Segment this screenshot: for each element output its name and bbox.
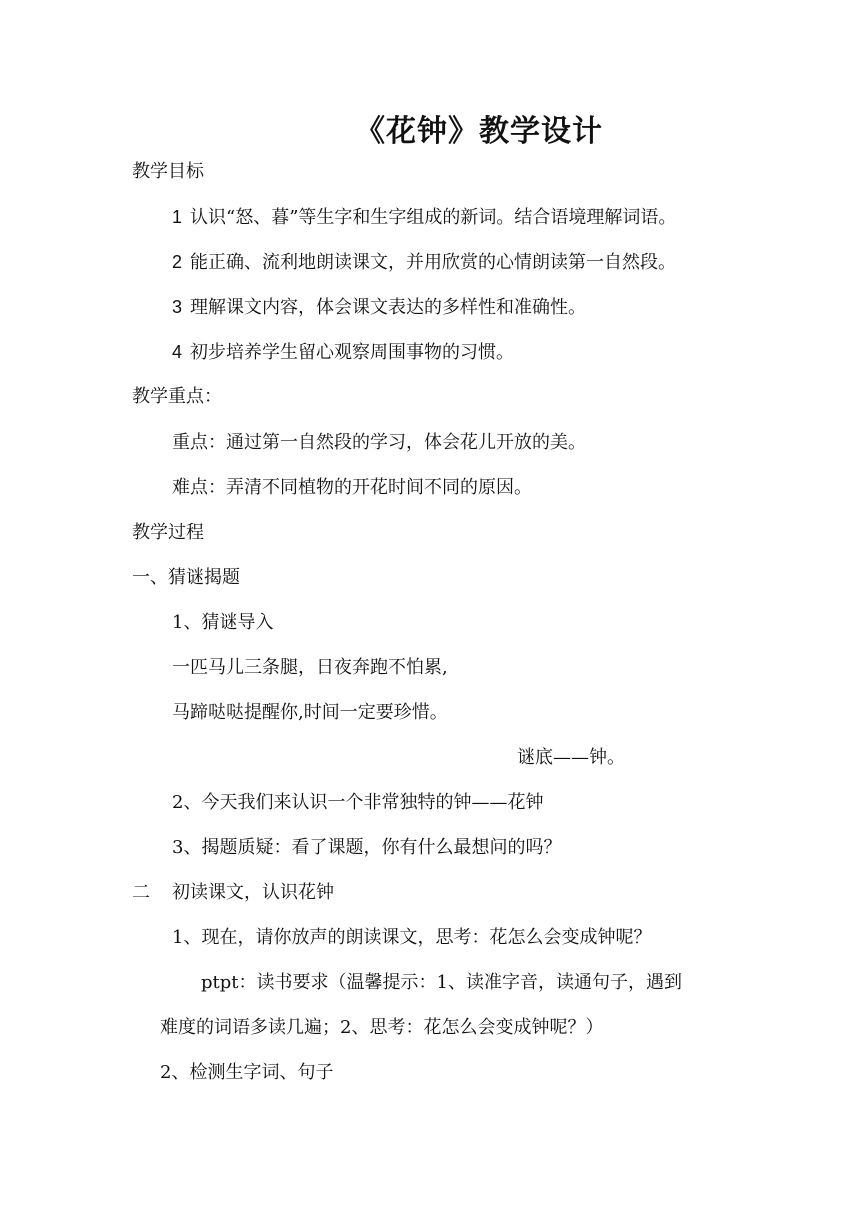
- objective-text: 理解课文内容，体会课文表达的多样性和准确性。: [190, 297, 587, 318]
- objective-item: [172, 205, 676, 230]
- objectives-heading: 教学目标: [132, 161, 204, 182]
- page-title: 《花钟》教学设计: [355, 114, 603, 149]
- objective-text: 认识“怒、暮”等生字和生字组成的新词。结合语境理解词语。: [190, 207, 677, 228]
- step-text: 2、检测生字词、句子: [160, 1062, 334, 1083]
- objective-text: 初步培养学生留心观察周围事物的习惯。: [190, 342, 515, 363]
- objective-number: 2: [172, 252, 183, 272]
- objective-number: 4: [172, 342, 183, 362]
- riddle-line: 一匹马儿三条腿，日夜奔跑不怕累,: [172, 657, 448, 678]
- step-text: 3、揭题质疑：看了课题，你有什么最想问的吗？: [172, 837, 562, 858]
- difficult-point-text: 难点：弄清不同植物的开花时间不同的原因。: [172, 477, 532, 498]
- objective-item: [172, 250, 676, 275]
- process-heading: 教学过程: [132, 522, 204, 543]
- ppt-line: ptpt：读书要求（温馨提示：1、读准字音，读通句子，遇到: [201, 972, 682, 993]
- key-points-heading: 教学重点：: [132, 386, 222, 407]
- section-heading: 一、猜谜揭题: [132, 567, 240, 588]
- objective-number: 3: [172, 297, 183, 317]
- ppt-line: 难度的词语多读几遍；2、思考：花怎么会变成钟呢？）: [160, 1017, 604, 1038]
- objective-item: [172, 295, 586, 320]
- step-text: 1、现在，请你放声的朗读课文，思考：花怎么会变成钟呢？: [172, 927, 652, 948]
- step-text: 1、猜谜导入: [172, 612, 274, 633]
- objective-number: 1: [172, 207, 183, 227]
- riddle-answer: 谜底——钟。: [517, 747, 625, 768]
- section-title: 初读课文，认识花钟: [172, 882, 334, 903]
- objective-text: 能正确、流利地朗读课文，并用欣赏的心情朗读第一自然段。: [190, 252, 677, 273]
- riddle-line: 马蹄哒哒提醒你,时间一定要珍惜。: [172, 702, 448, 723]
- objective-item: [172, 340, 514, 365]
- section-number: 二: [132, 882, 150, 903]
- step-text: 2、今天我们来认识一个非常独特的钟——花钟: [172, 792, 544, 813]
- section-heading: [132, 881, 334, 905]
- key-point-text: 重点：通过第一自然段的学习，体会花儿开放的美。: [172, 432, 586, 453]
